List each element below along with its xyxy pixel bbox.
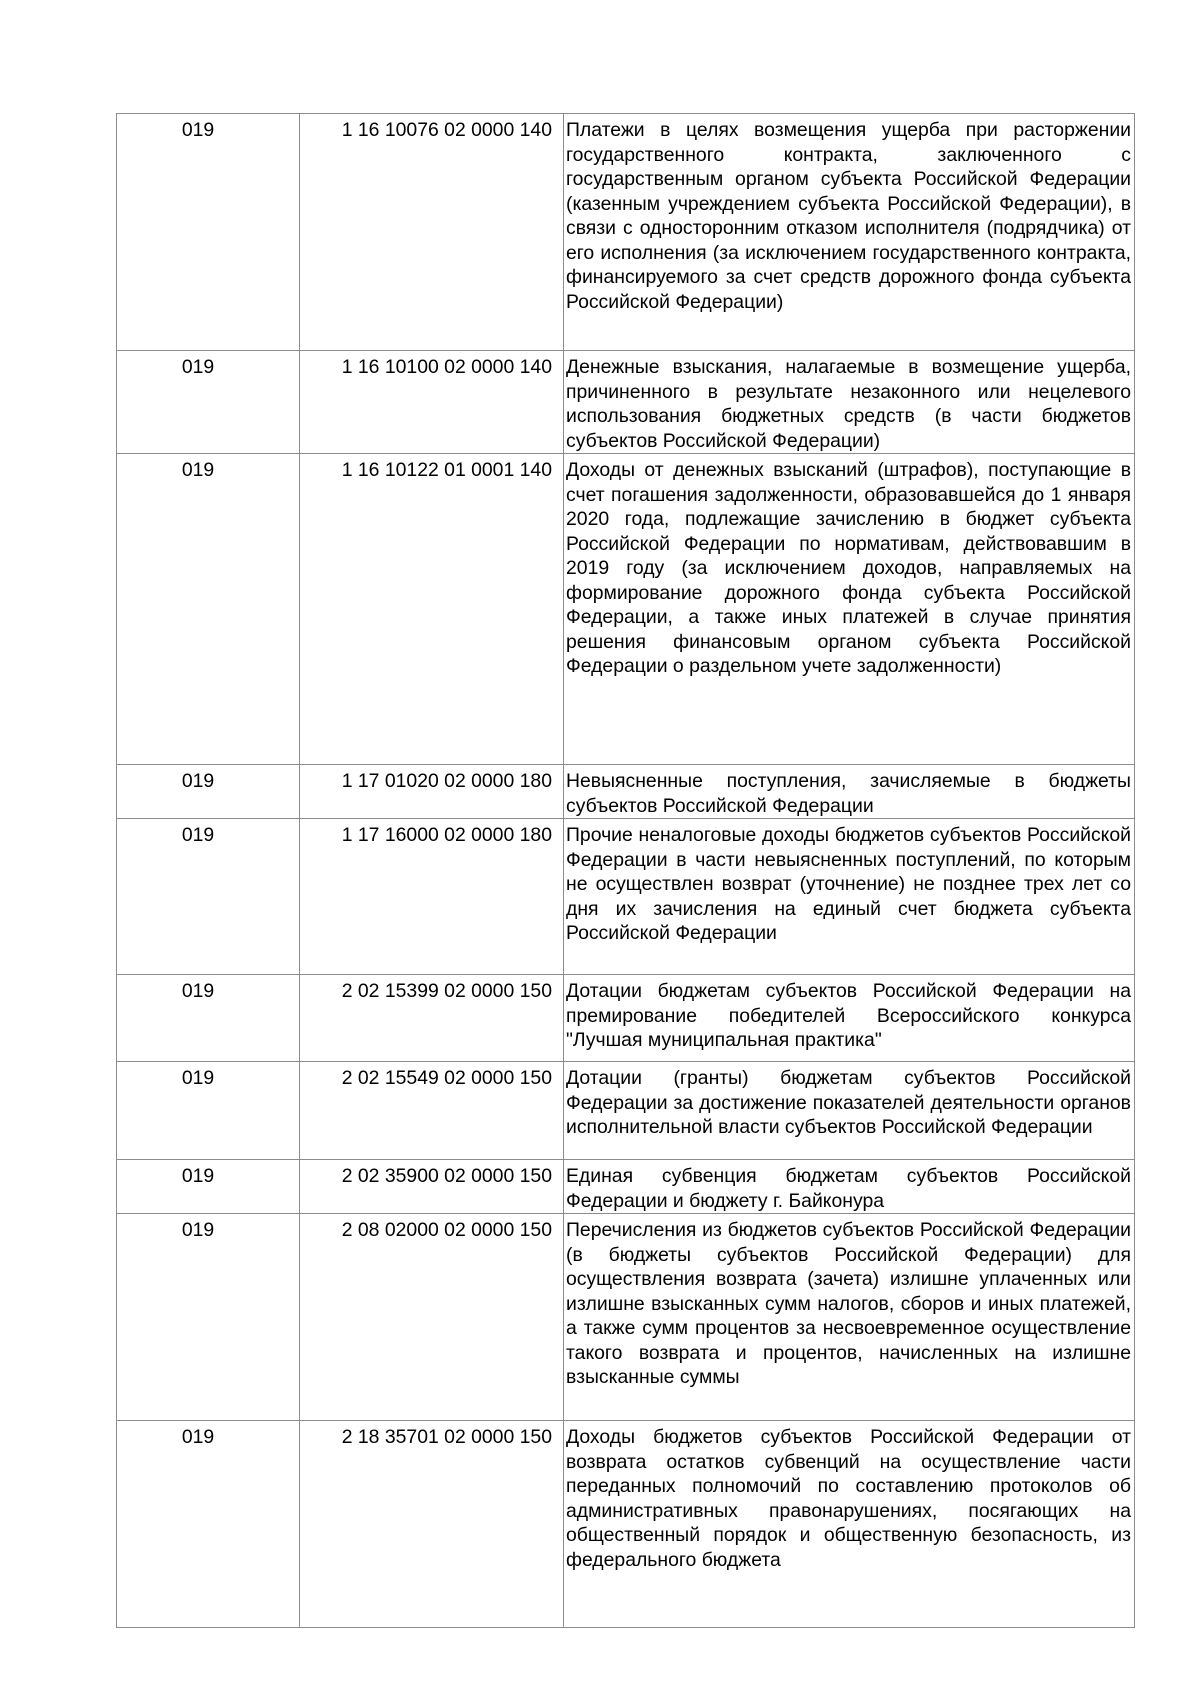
revenue-name-cell [564,1421,1135,1628]
revenue-name-text: Доходы от денежных взысканий (штрафов), поступающие в счет погашения задолженности, образовавшейся до 1 января 2020 года, подлежащие зачислению в бюджет субъекта Российской Федерации по нормативам, действовавшим в 2019 году (за исключением доходов, направляемых на формирование дорожного фонда субъекта Российской Федерации, а также иных платежей в случае принятия решения финансовым органом субъекта Российской Федерации о раздельном учете задолженности) [566,459,1131,677]
kbk-code-cell: 1 17 16000 02 0000 180 [300,819,564,975]
table-row [117,454,1135,765]
admin-code-cell: 019 [117,454,300,765]
revenue-name-text: Дотации (гранты) бюджетам субъектов Российской Федерации за достижение показателей деятельности органов исполнительной власти субъектов Российской Федерации [566,1067,1131,1138]
kbk-code-cell: 2 02 15399 02 0000 150 [300,975,564,1062]
table-row [117,1214,1135,1421]
revenue-name-cell [564,765,1135,819]
budget-classification-table [116,113,1135,1628]
revenue-name-cell [564,1214,1135,1421]
kbk-code-cell: 2 08 02000 02 0000 150 [300,1214,564,1421]
revenue-name-cell [564,114,1135,351]
revenue-name-text: Платежи в целях возмещения ущерба при расторжении государственного контракта, заключенного с государственным органом субъекта Российской Федерации (казенным учреждением субъекта Российской Федерации), в связи с односторонним отказом исполнителя (подрядчика) от его исполнения (за исключением государственного контракта, финансируемого за счет средств дорожного фонда субъекта Российской Федерации) [566,119,1131,313]
kbk-code-cell: 2 02 15549 02 0000 150 [300,1062,564,1160]
table-row [117,765,1135,819]
revenue-name-text: Дотации бюджетам субъектов Российской Федерации на премирование победителей Всероссийского конкурса "Лучшая муниципальная практика" [566,980,1131,1051]
revenue-name-text: Доходы бюджетов субъектов Российской Федерации от возврата остатков субвенций на осуществление части переданных полномочий по составлению протоколов об административных правонарушениях, посягающих на общественный порядок и общественную безопасность, из федерального бюджета [566,1426,1131,1571]
kbk-code-cell: 1 16 10122 01 0001 140 [300,454,564,765]
admin-code-cell: 019 [117,1062,300,1160]
kbk-code-cell: 1 16 10100 02 0000 140 [300,351,564,454]
revenue-name-text: Единая субвенция бюджетам субъектов Российской Федерации и бюджету г. Байконура [566,1165,1131,1212]
revenue-name-text: Денежные взыскания, налагаемые в возмещение ущерба, причиненного в результате незаконного или нецелевого использования бюджетных средств (в части бюджетов субъектов Российской Федерации) [566,356,1131,452]
kbk-code-cell: 1 17 01020 02 0000 180 [300,765,564,819]
admin-code-cell: 019 [117,765,300,819]
kbk-code-cell: 1 16 10076 02 0000 140 [300,114,564,351]
admin-code-cell: 019 [117,114,300,351]
table-row [117,114,1135,351]
admin-code-cell: 019 [117,351,300,454]
admin-code-cell: 019 [117,975,300,1062]
table-row [117,975,1135,1062]
table-row [117,819,1135,975]
revenue-name-text: Перечисления из бюджетов субъектов Российской Федерации (в бюджеты субъектов Российской Федерации) для осуществления возврата (зачета) излишне уплаченных или излишне взысканных сумм налогов, сборов и иных платежей, а также сумм процентов за несвоевременное осуществление такого возврата и процентов, начисленных на излишне взысканные суммы [566,1219,1131,1388]
table-row [117,1062,1135,1160]
table-row [117,351,1135,454]
admin-code-cell: 019 [117,819,300,975]
revenue-name-cell [564,1062,1135,1160]
revenue-name-cell [564,975,1135,1062]
admin-code-cell: 019 [117,1421,300,1628]
admin-code-cell: 019 [117,1214,300,1421]
revenue-name-cell [564,454,1135,765]
revenue-name-cell [564,819,1135,975]
table-row [117,1421,1135,1628]
revenue-name-text: Невыясненные поступления, зачисляемые в бюджеты субъектов Российской Федерации [566,770,1131,817]
revenue-name-text: Прочие неналоговые доходы бюджетов субъектов Российской Федерации в части невыясненных поступлений, по которым не осуществлен возврат (уточнение) не позднее трех лет со дня их зачисления на единый счет бюджета субъекта Российской Федерации [566,824,1131,944]
revenue-name-cell [564,1160,1135,1214]
kbk-code-cell: 2 02 35900 02 0000 150 [300,1160,564,1214]
kbk-code-cell: 2 18 35701 02 0000 150 [300,1421,564,1628]
revenue-name-cell [564,351,1135,454]
admin-code-cell: 019 [117,1160,300,1214]
table-row [117,1160,1135,1214]
